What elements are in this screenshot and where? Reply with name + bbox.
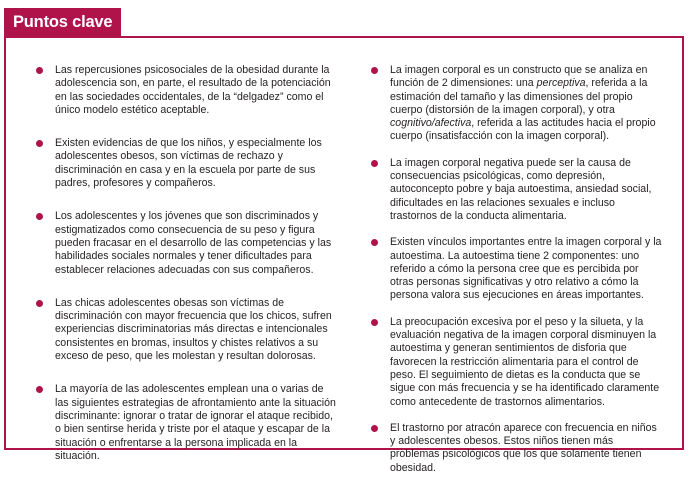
list-item-text (390, 64, 656, 142)
bullet-icon (36, 213, 43, 220)
list-item-text: Las chicas adolescentes obesas son víctimas de discriminación con mayor frecuencia que los chicos, sufren experiencias discriminatorias más directas e intencionales consistentes en bromas, insultos y chistes relativos a su exceso de peso, que les molestan y resultan dolorosas. (55, 296, 332, 363)
emphasis-cognitivo-afectiva: cognitivo/afectiva (390, 117, 472, 130)
bullet-icon (36, 67, 43, 74)
list-item (35, 383, 338, 463)
left-column (35, 64, 338, 483)
bullet-icon (36, 300, 43, 307)
right-column (370, 64, 662, 488)
list-item (35, 210, 338, 276)
bullet-icon (371, 319, 378, 326)
text-run: , referida a las actitudes hacia el propio cuerpo (insatisfacción con la imagen corporal). (390, 117, 656, 143)
bullet-icon (371, 67, 378, 74)
text-run: , referida a la estimación del tamaño y las dimensiones del propio cuerpo (distorsión de la imagen corporal), y otra (390, 77, 648, 116)
list-item-text: Existen evidencias de que los niños, y especialmente los adolescentes obesos, son víctimas de rechazo y discriminación en casa y en la escuela por parte de sus padres, profesores y compañeros. (55, 137, 322, 190)
bullet-icon (36, 386, 43, 393)
list-item (370, 236, 662, 302)
list-item (35, 64, 338, 117)
bullet-icon (36, 140, 43, 147)
emphasis-perceptiva: perceptiva (536, 77, 586, 90)
list-item-text: La mayoría de las adolescentes emplean una o varias de las siguientes estrategias de afrontamiento ante la situación discriminante: ignorar o tratar de ignorar el ataque recibido, o bien sentirse herida y triste por el ataque y escapar de la situación o enfrentarse a la persona implicada en la situación. (55, 383, 336, 462)
list-item (370, 157, 662, 223)
list-item (35, 297, 338, 363)
list-item-text: El trastorno por atracón aparece con frecuencia en niños y adolescentes obesos. Estos niños tienen más problemas psicológicos que los que solamente tienen obesidad. (390, 421, 657, 474)
list-item-text: La preocupación excesiva por el peso y la silueta, y la evaluación negativa de la imagen corporal disminuyen la autoestima y generan sentimientos de disforia que favorecen la restricción alimentaria para el control de peso. El seguimiento de dietas es la conducta que se sigue con más frecuencia y se ha identificado claramente como antecedente de trastornos alimentarios. (390, 315, 660, 408)
list-item-text: Las repercusiones psicosociales de la obesidad durante la adolescencia son, en parte, el resultado de la potenciación en las sociedades occidentales, de la “delgadez” como el único modelo estético aceptable. (55, 64, 331, 116)
key-points-title: Puntos clave (4, 8, 121, 36)
bullet-icon (371, 425, 378, 432)
list-item (370, 64, 662, 144)
list-item (370, 316, 662, 409)
bullet-icon (371, 239, 378, 246)
list-item (35, 137, 338, 190)
list-item-text: La imagen corporal negativa puede ser la causa de consecuencias psicológicas, como depresión, autoconcepto pobre y baja autoestima, ansiedad social, dificultades en las relaciones sexuales e incluso trastornos de la conducta alimentaria. (390, 156, 652, 222)
list-item (370, 422, 662, 475)
key-points-box (4, 36, 684, 474)
bullet-icon (371, 160, 378, 167)
list-item-text: Existen vínculos importantes entre la imagen corporal y la autoestima. La autoestima tiene 2 componentes: uno referido a cómo la persona cree que es percibida por otras personas significativas y otro relativo a cómo la persona valora sus ejecuciones en áreas importantes. (390, 236, 662, 302)
text-run: La imagen corporal es un constructo que se analiza en función de 2 dimensiones: una (390, 64, 648, 90)
list-item-text: Los adolescentes y los jóvenes que son discriminados y estigmatizados como consecuencia de su peso y figura pueden fracasar en el desarrollo de las competencias y las habilidades sociales normales y tener dificultades para establecer relaciones adecuadas con sus compañeros. (55, 210, 332, 276)
